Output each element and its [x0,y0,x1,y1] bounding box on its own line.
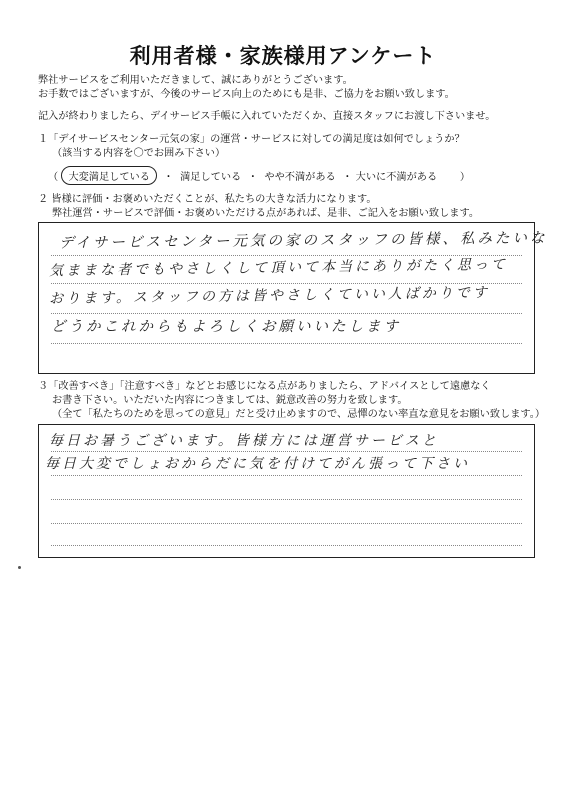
q3-rule-3 [51,499,522,500]
q1-instruction: （該当する内容を〇でお囲み下さい） [52,148,226,159]
intro-line-3: 記入が終わりましたら、デイサービス手帳に入れていただくか、直接スタッフにお渡し下さいませ。 [38,111,496,122]
q2-rule-3 [51,313,522,314]
q1-option-very-satisfied[interactable]: 大変満足している [61,166,157,185]
scan-speck [18,566,21,569]
q2-line-1: ２ 皆様に評価・お褒めいただくことが、私たちの大きな活力になります。 [38,194,377,205]
q3-answer-box[interactable] [38,424,535,558]
q1-option-satisfied[interactable]: 満足している [180,172,242,183]
q1-option-very-dissatisfied[interactable]: 大いに不満がある [355,172,438,183]
q1-options: （ 大変満足している ・ 満足している ・ やや不満がある ・ 大いに不満がある ） [48,166,470,185]
q3-rule-4 [51,523,522,524]
q2-rule-4 [51,343,522,344]
q2-answer-line-3: おります。スタッフの方は皆やさしくていい人ばかりです [48,284,490,308]
q3-line-3: （全て「私たちのためを思っての意見」だと受け止めますので、忌憚のない率直な意見をお願い致します。） [52,409,546,420]
q2-answer-line-2: 気ままな者でもやさしくして頂いて本当にありがたく思って [48,256,509,280]
q2-answer-box[interactable] [38,222,548,374]
q2-line-2: 弊社運営・サービスで評価・お褒めいただける点があれば、是非、ご記入をお願い致します。 [52,208,480,219]
q2-answer-line-4: どうかこれからもよろしくお願いいたします [51,319,401,335]
q3-line-1: ３「改善すべき」「注意すべき」などとお感じになる点がありましたら、アドバイスとして遠慮なく [38,381,491,392]
q1-question: １「デイサービスセンター元気の家」の運営・サービスに対しての満足度は如何でしょうか？ [38,134,465,145]
q1-option-slightly-dissatisfied[interactable]: やや不満がある [264,172,336,183]
q3-rule-2 [51,475,522,476]
q3-line-2: お書き下さい。いただいた内容につきましては、鋭意改善の努力を致します。 [52,395,408,406]
q3-answer-line-2: 毎日大変でしょおからだに気を付けてがん張って下さい [45,456,470,472]
q3-answer-line-1: 毎日お暑うございます。皆様方には運営サービスと [49,433,439,449]
q3-rule-1 [51,451,522,452]
q3-rule-5 [51,545,522,546]
intro-line-2: お手数ではございますが、今後のサービス向上のためにも是非、ご協力をお願い致します。 [38,89,455,100]
intro-line-1: 弊社サービスをご利用いただきまして、誠にありがとうございます。 [38,75,353,86]
q2-answer-line-1: デイサービスセンター元気の家のスタッフの皆様、私みたいな [58,230,548,252]
page-title: 利用者様・家族様用アンケート [129,44,437,68]
